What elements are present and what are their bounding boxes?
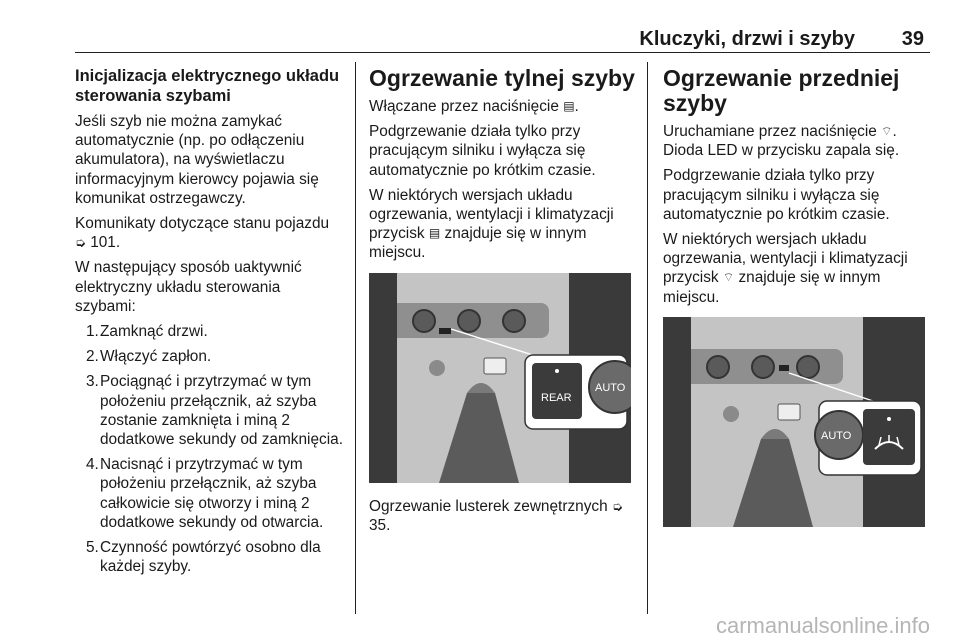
- rear-defrost-icon: ▤: [428, 226, 441, 241]
- paragraph: Podgrzewanie działa tylko przy pracującym silniku i wyłącza się automatycznie po krótkim czasie.: [369, 123, 596, 179]
- column-divider: [355, 62, 356, 614]
- column-front-window-heating: [663, 66, 929, 537]
- list-item: [75, 372, 343, 449]
- paragraph: Podgrzewanie działa tylko przy pracującym silniku i wyłącza się automatycznie po krótkim czasie.: [663, 167, 890, 223]
- paragraph: Jeśli szyb nie można zamykać automatycznie (np. po odłączeniu akumulatora), na wyświetlaczu informacyjnym kierowcy pojawia się komunikat ostrzegawczy.: [75, 113, 319, 207]
- figure-front-defrost-button: [663, 317, 925, 527]
- section-heading: Ogrzewanie tylnej szyby: [369, 65, 635, 91]
- header-title: Kluczyki, drzwi i szyby: [639, 28, 855, 50]
- step-number: 1.: [86, 323, 99, 341]
- figure-label-auto: AUTO: [595, 381, 626, 394]
- section-heading: Inicjalizacja elektrycznego układu sterowania szybami: [75, 67, 340, 105]
- list-item: [75, 347, 343, 366]
- front-defrost-icon: ⌔: [881, 124, 893, 138]
- step-text: Nacisnąć i przytrzymać w tym położeniu przełącznik, aż szyba całkowicie się otworzy i miną 2 dodatkowe sekundy od otwarcia.: [100, 456, 324, 531]
- steps-list: [75, 322, 343, 576]
- header-rule: [75, 52, 930, 53]
- paragraph-text: znajduje się w innym miejscu.: [663, 269, 881, 306]
- list-item: [75, 455, 343, 532]
- paragraph-text: W niektórych wersjach układu ogrzewania, wentylacji i klimatyzacji przycisk: [663, 231, 908, 287]
- list-item: [75, 538, 343, 576]
- step-number: 5.: [86, 539, 99, 557]
- column-divider: [647, 62, 648, 614]
- step-text: Pociągnąć i przytrzymać w tym położeniu przełącznik, aż szyba zostanie zamknięta i miną 2 dodatkowe sekundy od zamknięcia.: [100, 373, 343, 449]
- paragraph: W następujący sposób uaktywnić elektryczny układu sterowania szybami:: [75, 259, 302, 315]
- section-heading: Ogrzewanie przedniej szyby: [663, 65, 900, 116]
- step-text: Włączyć zapłon.: [100, 348, 212, 366]
- page-reference-link[interactable]: 35.: [369, 516, 391, 534]
- step-number: 2.: [86, 348, 99, 366]
- console-illustration: [369, 273, 631, 483]
- paragraph: Włączane przez naciśnięcie ▤.: [369, 98, 579, 115]
- step-number: 3.: [86, 373, 99, 391]
- paragraph-text: . Dioda LED w przycisku zapala się.: [663, 123, 900, 160]
- paragraph-text: Włączane przez naciśnięcie: [369, 98, 559, 115]
- column-window-init: [75, 66, 343, 582]
- rear-defrost-icon: ▤: [563, 99, 575, 113]
- page-header: [75, 22, 930, 52]
- reference-arrow-icon: ➭: [75, 235, 86, 251]
- figure-rear-defrost-button: [369, 273, 631, 483]
- step-text: Czynność powtórzyć osobno dla każdej szyby.: [100, 539, 321, 576]
- figure-label-rear: REAR: [541, 391, 572, 404]
- console-illustration: [663, 317, 925, 527]
- step-text: Zamknąć drzwi.: [100, 323, 208, 341]
- list-item: [75, 322, 343, 341]
- watermark: carmanualsonline.info: [715, 613, 930, 638]
- paragraph: [369, 186, 637, 263]
- reference-arrow-icon: ➭: [611, 498, 623, 514]
- figure-label-auto: AUTO: [821, 429, 852, 442]
- paragraph-text: znajduje się w innym miejscu.: [369, 225, 587, 262]
- paragraph-with-reference: [75, 214, 343, 252]
- paragraph: [663, 230, 929, 307]
- page-reference-link[interactable]: 101.: [90, 234, 121, 252]
- page-number: 39: [901, 28, 924, 50]
- front-defrost-icon: ⌔: [722, 270, 735, 285]
- paragraph-text: Ogrzewanie lusterek zewnętrznych: [369, 497, 608, 515]
- paragraph-text: Uruchamiane przez naciśnięcie: [663, 123, 877, 140]
- paragraph-with-reference: [369, 497, 637, 535]
- paragraph-text: Komunikaty dotyczące stanu pojazdu: [75, 215, 330, 233]
- step-number: 4.: [86, 456, 99, 474]
- paragraph: [663, 122, 929, 160]
- column-rear-window-heating: [369, 66, 637, 541]
- paragraph-text: W niektórych wersjach układu ogrzewania, wentylacji i klimatyzacji przycisk: [369, 186, 614, 243]
